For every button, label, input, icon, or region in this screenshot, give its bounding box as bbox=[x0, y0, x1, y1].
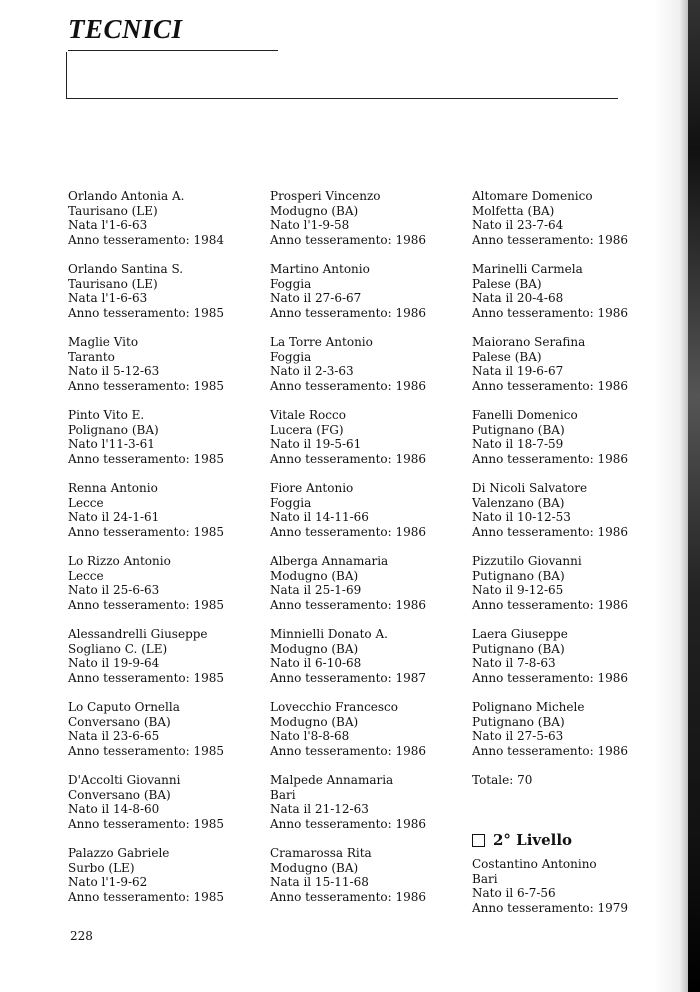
entry-birth: Nato il 27-5-63 bbox=[472, 729, 564, 743]
entry-membership: Anno tesseramento: 1985 bbox=[68, 451, 225, 466]
entry-name: Prosperi Vincenzo bbox=[270, 189, 381, 203]
list-item bbox=[68, 408, 263, 481]
entry-membership: Anno tesseramento: 1985 bbox=[68, 597, 225, 612]
entry-name: Di Nicoli Salvatore bbox=[472, 481, 588, 495]
entry-membership: Anno tesseramento: 1986 bbox=[270, 743, 427, 758]
entry-place: Polignano (BA) bbox=[68, 422, 159, 437]
section-entries bbox=[472, 857, 667, 930]
entry-membership: Anno tesseramento: 1979 bbox=[472, 900, 629, 915]
page-title: TECNICI bbox=[68, 14, 183, 44]
list-item bbox=[270, 773, 465, 846]
entry-name: Maiorano Serafina bbox=[472, 335, 586, 349]
entry-name: Pinto Vito E. bbox=[68, 408, 145, 422]
entry-name: Malpede Annamaria bbox=[270, 773, 394, 787]
entry-name: Marinelli Carmela bbox=[472, 262, 583, 276]
entry-name: D'Accolti Giovanni bbox=[68, 773, 181, 787]
entry-name: Orlando Antonia A. bbox=[68, 189, 185, 203]
entry-place: Modugno (BA) bbox=[270, 203, 359, 218]
column-3 bbox=[472, 189, 667, 930]
entry-birth: Nato l'8-8-68 bbox=[270, 729, 350, 743]
section-heading-label: 2° Livello bbox=[493, 831, 573, 849]
entry-birth: Nata il 25-1-69 bbox=[270, 583, 362, 597]
page-binding-edge bbox=[688, 0, 700, 992]
entry-membership: Anno tesseramento: 1986 bbox=[270, 889, 427, 904]
entry-place: Molfetta (BA) bbox=[472, 203, 555, 218]
entry-membership: Anno tesseramento: 1986 bbox=[472, 743, 629, 758]
entry-membership: Anno tesseramento: 1986 bbox=[472, 597, 629, 612]
entry-place: Taurisano (LE) bbox=[68, 203, 158, 218]
entry-name: Lovecchio Francesco bbox=[270, 700, 398, 714]
entry-birth: Nata il 19-6-67 bbox=[472, 364, 564, 378]
entry-birth: Nato il 7-8-63 bbox=[472, 656, 556, 670]
list-item bbox=[472, 335, 667, 408]
list-item bbox=[472, 627, 667, 700]
entry-birth: Nato l'11-3-61 bbox=[68, 437, 155, 451]
entry-membership: Anno tesseramento: 1986 bbox=[270, 451, 427, 466]
column-3-entries bbox=[472, 189, 667, 773]
entry-birth: Nato il 19-9-64 bbox=[68, 656, 160, 670]
list-item bbox=[68, 481, 263, 554]
entry-name: Polignano Michele bbox=[472, 700, 585, 714]
entry-name: Vitale Rocco bbox=[270, 408, 346, 422]
entry-place: Taranto bbox=[68, 349, 115, 364]
list-item bbox=[472, 262, 667, 335]
list-item bbox=[68, 627, 263, 700]
entry-membership: Anno tesseramento: 1984 bbox=[68, 232, 225, 247]
title-rule bbox=[68, 50, 278, 51]
list-item bbox=[472, 554, 667, 627]
entry-place: Modugno (BA) bbox=[270, 568, 359, 583]
entry-place: Lucera (FG) bbox=[270, 422, 344, 437]
entry-name: Orlando Santina S. bbox=[68, 262, 184, 276]
entry-name: Lo Caputo Ornella bbox=[68, 700, 180, 714]
entry-membership: Anno tesseramento: 1986 bbox=[270, 597, 427, 612]
entry-name: La Torre Antonio bbox=[270, 335, 373, 349]
entry-birth: Nata il 20-4-68 bbox=[472, 291, 564, 305]
entry-birth: Nato l'1-9-62 bbox=[68, 875, 148, 889]
entry-place: Putignano (BA) bbox=[472, 568, 565, 583]
entry-birth: Nato il 10-12-53 bbox=[472, 510, 571, 524]
entry-birth: Nata il 23-6-65 bbox=[68, 729, 160, 743]
entry-birth: Nato il 6-10-68 bbox=[270, 656, 362, 670]
entry-name: Costantino Antonino bbox=[472, 857, 597, 871]
checkbox-icon bbox=[472, 834, 485, 847]
entry-membership: Anno tesseramento: 1985 bbox=[68, 889, 225, 904]
entry-name: Laera Giuseppe bbox=[472, 627, 568, 641]
entry-membership: Anno tesseramento: 1986 bbox=[270, 378, 427, 393]
entry-membership: Anno tesseramento: 1986 bbox=[472, 670, 629, 685]
entry-membership: Anno tesseramento: 1985 bbox=[68, 816, 225, 831]
entry-name: Alberga Annamaria bbox=[270, 554, 389, 568]
entry-place: Palese (BA) bbox=[472, 349, 542, 364]
list-item bbox=[270, 554, 465, 627]
entry-place: Conversano (BA) bbox=[68, 714, 171, 729]
list-item bbox=[472, 857, 667, 930]
list-item bbox=[270, 627, 465, 700]
entry-birth: Nato il 18-7-59 bbox=[472, 437, 564, 451]
entry-membership: Anno tesseramento: 1986 bbox=[472, 378, 629, 393]
entry-place: Bari bbox=[472, 871, 498, 886]
entry-place: Sogliano C. (LE) bbox=[68, 641, 168, 656]
entry-birth: Nato il 6-7-56 bbox=[472, 886, 556, 900]
entry-membership: Anno tesseramento: 1985 bbox=[68, 670, 225, 685]
entry-place: Modugno (BA) bbox=[270, 860, 359, 875]
list-item bbox=[270, 189, 465, 262]
list-item bbox=[68, 846, 263, 919]
total-count: Totale: 70 bbox=[472, 773, 533, 787]
entry-birth: Nato il 27-6-67 bbox=[270, 291, 362, 305]
entry-place: Taurisano (LE) bbox=[68, 276, 158, 291]
entry-place: Valenzano (BA) bbox=[472, 495, 565, 510]
entry-birth: Nato il 24-1-61 bbox=[68, 510, 160, 524]
entry-membership: Anno tesseramento: 1985 bbox=[68, 524, 225, 539]
entry-place: Conversano (BA) bbox=[68, 787, 171, 802]
entry-birth: Nato il 25-6-63 bbox=[68, 583, 160, 597]
list-item bbox=[472, 408, 667, 481]
entry-name: Renna Antonio bbox=[68, 481, 158, 495]
entry-membership: Anno tesseramento: 1987 bbox=[270, 670, 427, 685]
list-item bbox=[68, 335, 263, 408]
list-item bbox=[472, 700, 667, 773]
list-item bbox=[68, 262, 263, 335]
column-2 bbox=[270, 189, 465, 919]
list-item bbox=[270, 700, 465, 773]
list-item bbox=[270, 262, 465, 335]
entry-place: Surbo (LE) bbox=[68, 860, 135, 875]
entry-place: Modugno (BA) bbox=[270, 641, 359, 656]
entry-birth: Nato il 23-7-64 bbox=[472, 218, 564, 232]
entry-name: Maglie Vito bbox=[68, 335, 139, 349]
title-box-bottom-rule bbox=[66, 98, 618, 99]
entry-place: Putignano (BA) bbox=[472, 714, 565, 729]
entry-membership: Anno tesseramento: 1985 bbox=[68, 378, 225, 393]
entry-place: Foggia bbox=[270, 349, 312, 364]
entry-birth: Nata il 15-11-68 bbox=[270, 875, 369, 889]
section-heading bbox=[472, 823, 667, 857]
list-item bbox=[68, 700, 263, 773]
entry-place: Lecce bbox=[68, 495, 104, 510]
entry-membership: Anno tesseramento: 1986 bbox=[270, 232, 427, 247]
list-item bbox=[270, 408, 465, 481]
list-item bbox=[270, 481, 465, 554]
entry-place: Foggia bbox=[270, 495, 312, 510]
list-item bbox=[68, 189, 263, 262]
list-item bbox=[270, 846, 465, 919]
entry-birth: Nato il 14-8-60 bbox=[68, 802, 160, 816]
list-item bbox=[472, 189, 667, 262]
entry-name: Fiore Antonio bbox=[270, 481, 354, 495]
entry-name: Lo Rizzo Antonio bbox=[68, 554, 171, 568]
entry-place: Bari bbox=[270, 787, 296, 802]
entry-membership: Anno tesseramento: 1985 bbox=[68, 305, 225, 320]
list-item bbox=[68, 773, 263, 846]
entry-place: Putignano (BA) bbox=[472, 422, 565, 437]
entry-membership: Anno tesseramento: 1986 bbox=[472, 451, 629, 466]
title-box-left-edge bbox=[66, 52, 67, 99]
entry-name: Martino Antonio bbox=[270, 262, 370, 276]
entry-birth: Nata l'1-6-63 bbox=[68, 218, 148, 232]
entry-birth: Nata l'1-6-63 bbox=[68, 291, 148, 305]
entry-membership: Anno tesseramento: 1986 bbox=[270, 524, 427, 539]
entry-birth: Nata il 21-12-63 bbox=[270, 802, 369, 816]
entry-membership: Anno tesseramento: 1986 bbox=[472, 524, 629, 539]
entry-place: Foggia bbox=[270, 276, 312, 291]
entry-place: Modugno (BA) bbox=[270, 714, 359, 729]
entry-name: Altomare Domenico bbox=[472, 189, 593, 203]
page-number: 228 bbox=[70, 929, 93, 943]
entry-birth: Nato il 9-12-65 bbox=[472, 583, 564, 597]
entry-membership: Anno tesseramento: 1985 bbox=[68, 743, 225, 758]
entry-birth: Nato il 14-11-66 bbox=[270, 510, 369, 524]
entry-name: Fanelli Domenico bbox=[472, 408, 578, 422]
entry-place: Palese (BA) bbox=[472, 276, 542, 291]
entry-membership: Anno tesseramento: 1986 bbox=[270, 305, 427, 320]
list-item bbox=[68, 554, 263, 627]
entry-name: Minnielli Donato A. bbox=[270, 627, 388, 641]
list-item bbox=[472, 481, 667, 554]
entry-birth: Nato il 2-3-63 bbox=[270, 364, 354, 378]
entry-membership: Anno tesseramento: 1986 bbox=[270, 816, 427, 831]
entry-birth: Nato il 19-5-61 bbox=[270, 437, 362, 451]
entry-place: Lecce bbox=[68, 568, 104, 583]
entry-name: Cramarossa Rita bbox=[270, 846, 372, 860]
entry-name: Alessandrelli Giuseppe bbox=[68, 627, 208, 641]
entry-birth: Nato il 5-12-63 bbox=[68, 364, 160, 378]
entry-place: Putignano (BA) bbox=[472, 641, 565, 656]
entry-birth: Nato l'1-9-58 bbox=[270, 218, 350, 232]
entry-membership: Anno tesseramento: 1986 bbox=[472, 305, 629, 320]
entry-membership: Anno tesseramento: 1986 bbox=[472, 232, 629, 247]
entry-name: Palazzo Gabriele bbox=[68, 846, 170, 860]
column-1 bbox=[68, 189, 263, 919]
entry-name: Pizzutilo Giovanni bbox=[472, 554, 582, 568]
list-item bbox=[270, 335, 465, 408]
